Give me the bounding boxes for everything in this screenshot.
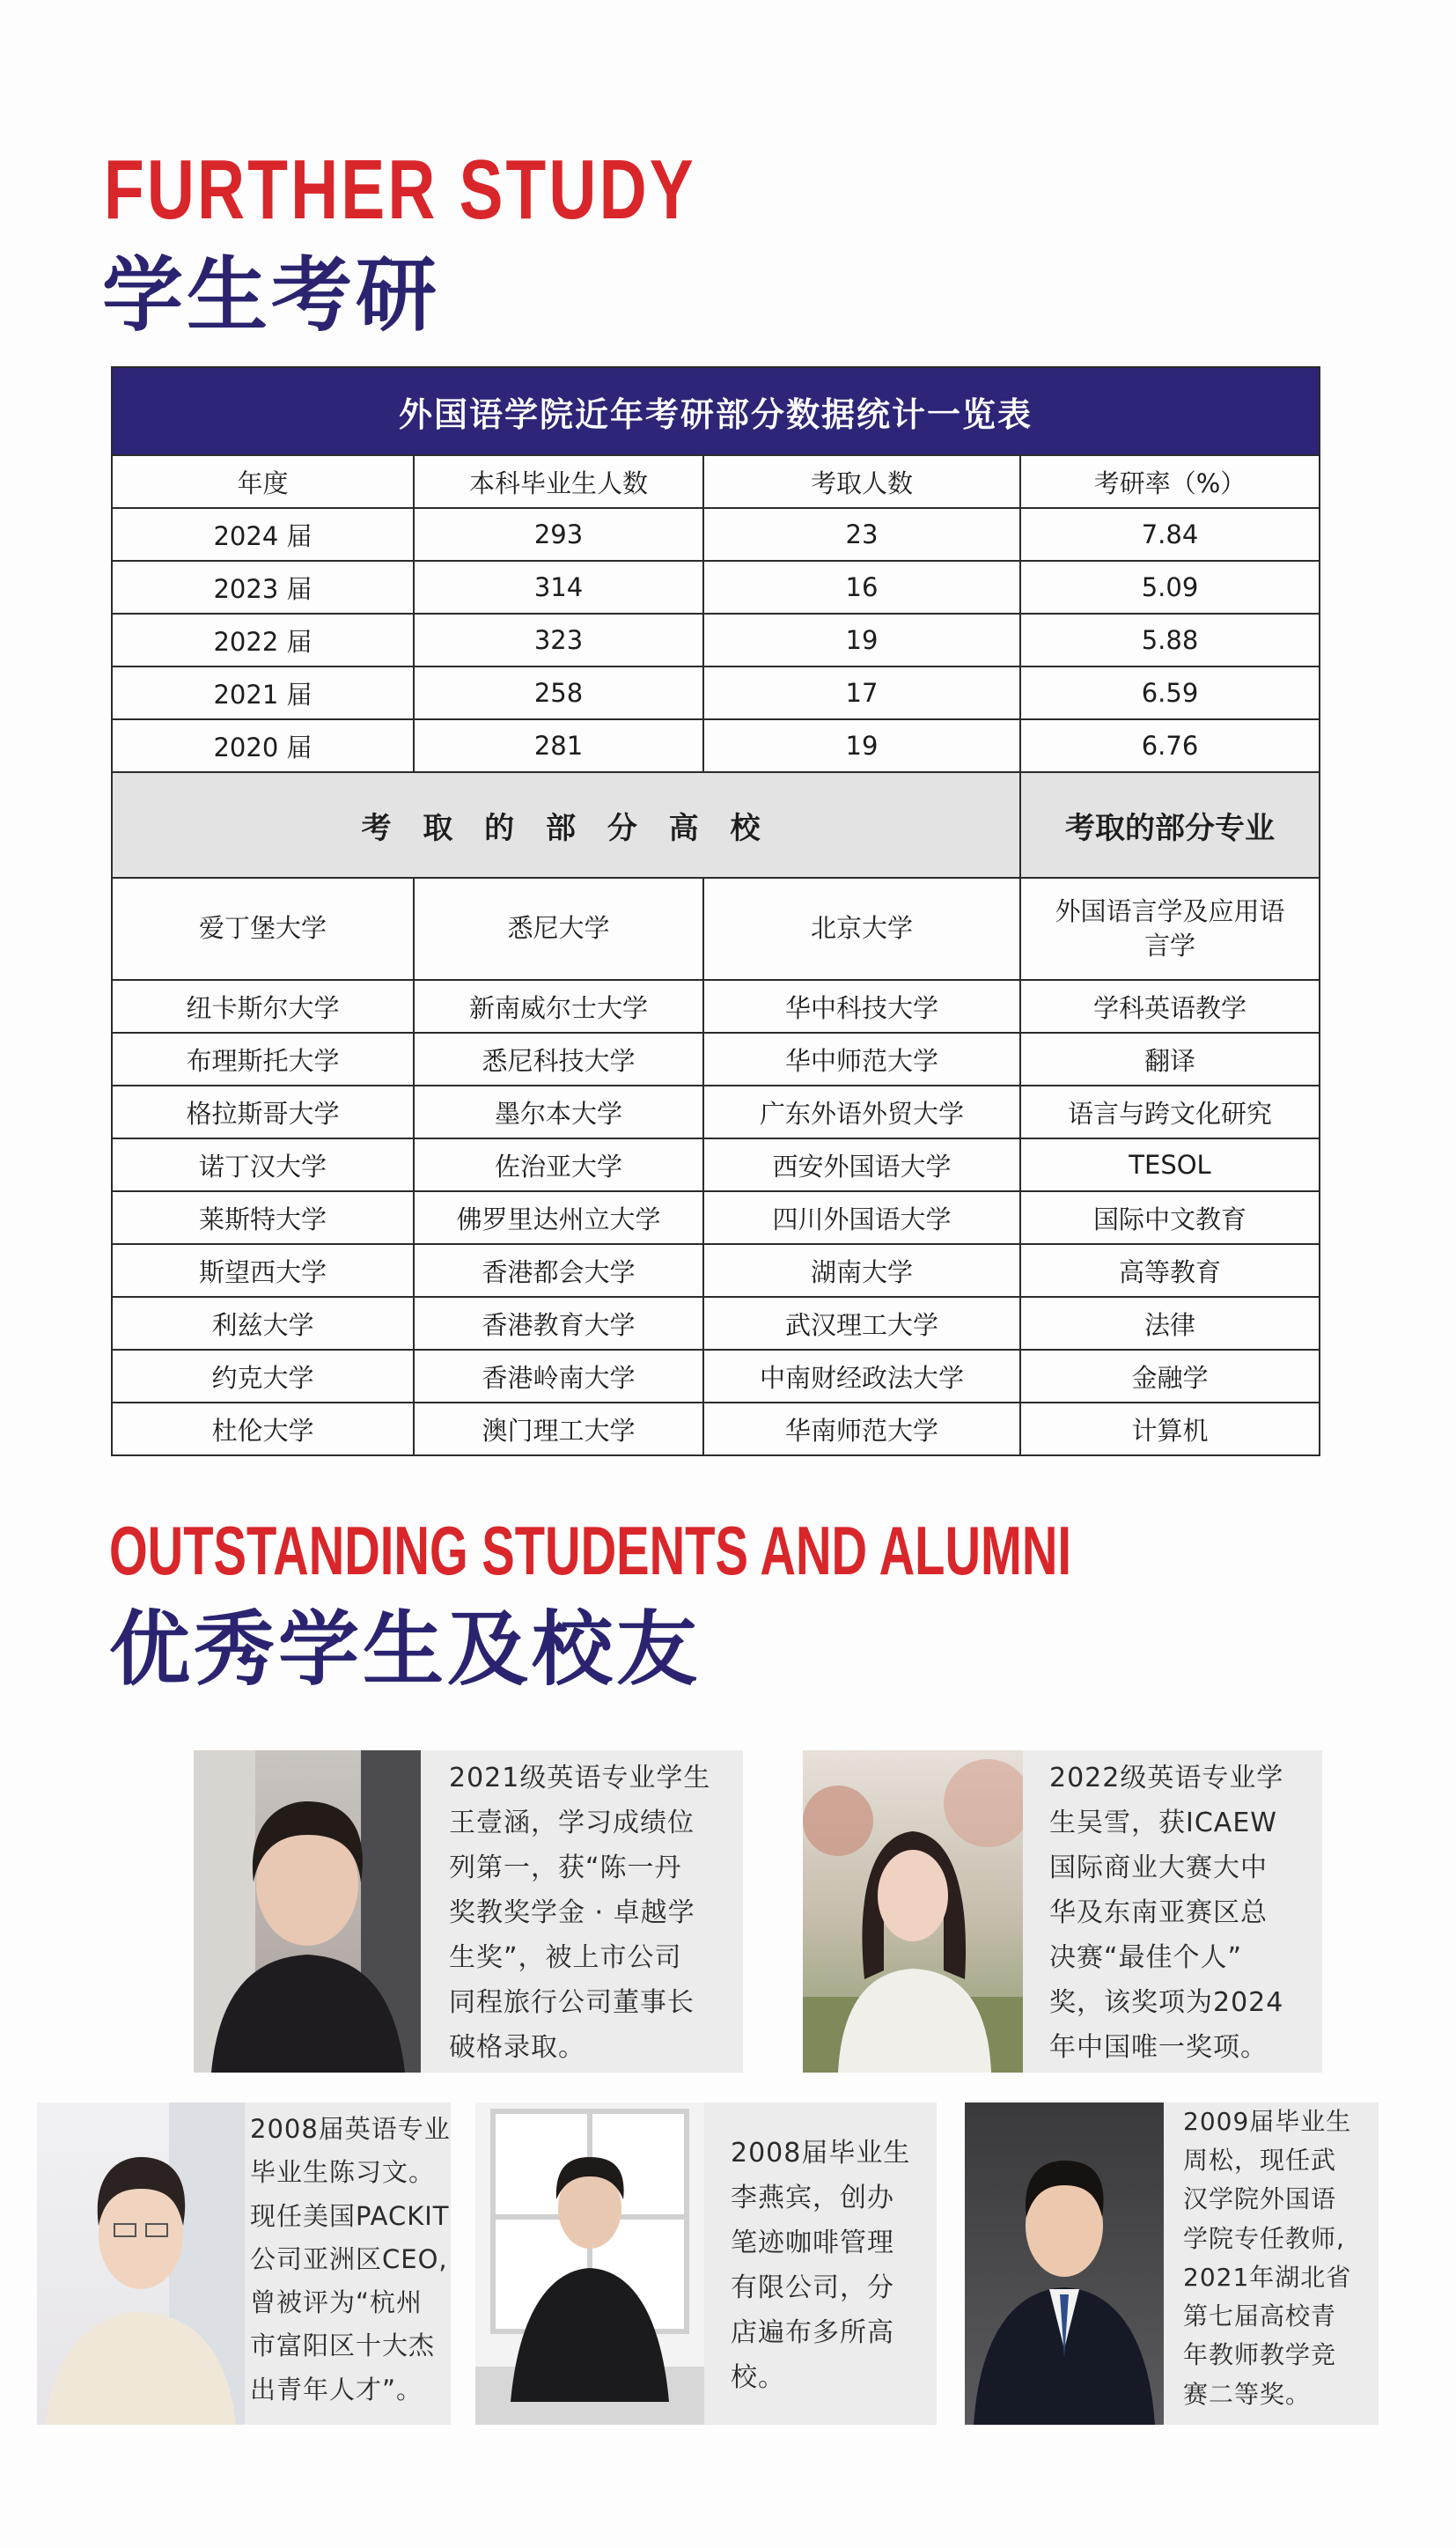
profile-line: 周松，现任武 [1183,2146,1337,2176]
table-row [112,878,1320,980]
table-cell: 高等教育 [1020,1244,1320,1297]
table-cell: 武汉理工大学 [703,1297,1020,1350]
table-cell: 323 [414,614,703,666]
column-header: 年度 [112,455,414,508]
table-cell: 杜伦大学 [112,1403,414,1455]
profile-line: 市富阳区十大杰 [250,2331,436,2361]
profile-line: 2009届毕业生 [1183,2107,1352,2136]
profile-text [449,1756,710,2070]
profile-line: 出青年人才”。 [250,2374,423,2404]
profile-line: 公司亚洲区CEO, [250,2243,448,2274]
profile-line: 有限公司，分 [731,2272,894,2303]
profile-line: 2008届毕业生 [731,2138,911,2169]
profile-text [731,2131,910,2400]
alumni-title-en: OUTSTANDING STUDENTS AND ALUMNI [109,1512,1071,1589]
table-cell: 281 [414,719,703,772]
table-cell: 诺丁汉大学 [112,1138,414,1191]
table-cell: 计算机 [1020,1403,1320,1455]
profile-line: 学院专任教师, [1183,2223,1345,2253]
table-cell: 翻译 [1020,1033,1320,1086]
table-cell: 广东外语外贸大学 [703,1086,1020,1138]
profile-line: 同程旅行公司董事长 [449,1987,695,2018]
profile-line: 2022级英语专业学 [1049,1763,1284,1793]
table-cell: 香港都会大学 [414,1244,703,1297]
profile-line: 毕业生陈习文。 [250,2157,436,2188]
column-header: 本科毕业生人数 [414,455,703,508]
profile-line: 生奖”，被上市公司 [449,1942,682,1973]
alumni-photo [965,2102,1164,2425]
profile-line: 决赛“最佳个人” [1049,1942,1243,1973]
table-row [112,614,1320,666]
table-cell: 华中师范大学 [703,1033,1020,1086]
profile-line: 年教师教学竞 [1183,2340,1337,2370]
table-row [112,719,1320,772]
profile-line: 华及东南亚赛区总 [1049,1897,1268,1928]
table-cell: 澳门理工大学 [414,1403,703,1455]
table-cell: 学科英语教学 [1020,980,1320,1033]
table-row [112,1350,1320,1403]
table-cell: 金融学 [1020,1350,1320,1403]
profile-line: 国际商业大赛大中 [1049,1852,1268,1883]
column-header: 考研率（%） [1020,455,1320,508]
profile-line: 奖教奖学金 · 卓越学 [449,1897,695,1928]
profile-text [250,2108,451,2412]
table-cell: 湖南大学 [703,1244,1020,1297]
profile-text [1049,1756,1283,2070]
profile-line: 笔迹咖啡管理 [731,2228,894,2258]
table-cell: 2021 届 [112,666,414,719]
table-cell: 纽卡斯尔大学 [112,980,414,1033]
profile-line: 李燕宾，创办 [731,2183,894,2213]
table-cell: 利兹大学 [112,1297,414,1350]
table-cell: 19 [703,719,1020,772]
profile-line: 店遍布多所高 [731,2317,894,2348]
alumni-photo [37,2102,245,2425]
profile-line: 2008届英语专业 [250,2114,451,2144]
table-cell: TESOL [1020,1138,1320,1191]
table-row [112,561,1320,614]
table-cell: 16 [703,561,1020,614]
table-cell: 墨尔本大学 [414,1086,703,1138]
table-cell: 中南财经政法大学 [703,1350,1020,1403]
table-cell: 293 [414,508,703,561]
table-cell: 悉尼大学 [414,878,703,980]
table-row [112,1191,1320,1244]
profile-line: 校。 [731,2362,785,2393]
further-study-title-en: FURTHER STUDY [104,143,696,237]
table-cell: 西安外国语大学 [703,1138,1020,1191]
table-cell: 7.84 [1020,508,1320,561]
table-cell: 2022 届 [112,614,414,666]
table-cell: 格拉斯哥大学 [112,1086,414,1138]
table-cell: 爱丁堡大学 [112,878,414,980]
table-cell: 语言与跨文化研究 [1020,1086,1320,1138]
profile-line: 第七届高校青 [1183,2301,1337,2331]
profile-line: 年中国唯一奖项。 [1049,2032,1268,2063]
table-cell: 北京大学 [703,878,1020,980]
table-cell: 国际中文教育 [1020,1191,1320,1244]
table-row [112,1297,1320,1350]
table-cell: 佐治亚大学 [414,1138,703,1191]
table-cell: 莱斯特大学 [112,1191,414,1244]
table-cell: 2023 届 [112,561,414,614]
table-row [112,1086,1320,1138]
table-cell: 258 [414,666,703,719]
table-cell: 17 [703,666,1020,719]
table-row [112,980,1320,1033]
table-cell: 法律 [1020,1297,1320,1350]
profile-line: 破格录取。 [449,2032,585,2063]
majors-section-label: 考取的部分专业 [1020,772,1320,878]
student-photo [194,1750,421,2073]
alumni-photo [475,2102,704,2425]
schools-section-label: 考 取 的 部 分 高 校 [112,772,1020,878]
table-header-row [112,455,1320,508]
table-cell: 2020 届 [112,719,414,772]
profile-line: 生吴雪，获ICAEW [1049,1808,1277,1838]
table-cell: 佛罗里达州立大学 [414,1191,703,1244]
table-cell: 新南威尔士大学 [414,980,703,1033]
table-cell: 约克大学 [112,1350,414,1403]
profile-line: 列第一，获“陈一丹 [449,1852,682,1883]
table-cell: 23 [703,508,1020,561]
table-row [112,1403,1320,1455]
profile-card [475,2102,937,2425]
table-cell: 布理斯托大学 [112,1033,414,1086]
profile-line: 曾被评为“杭州 [250,2287,423,2318]
further-study-title-cn: 学生考研 [102,248,441,342]
alumni-title-cn: 优秀学生及校友 [109,1602,702,1697]
graduate-study-table [111,366,1320,1456]
profile-line: 赛二等奖。 [1183,2379,1312,2409]
table-row [112,508,1320,561]
profile-line: 2021级英语专业学生 [449,1763,711,1793]
table-cell: 6.59 [1020,666,1320,719]
column-header: 考取人数 [703,455,1020,508]
profile-line: 汉学院外国语 [1183,2184,1337,2214]
student-photo [803,1750,1023,2073]
profile-line: 王壹涵，学习成绩位 [449,1808,695,1838]
table-row [112,1033,1320,1086]
table-cell: 2024 届 [112,508,414,561]
table-cell: 四川外国语大学 [703,1191,1020,1244]
profile-card [965,2102,1379,2425]
profile-card [37,2102,451,2425]
table-cell: 5.09 [1020,561,1320,614]
table-cell: 19 [703,614,1020,666]
table-section-header [112,772,1320,878]
table-cell: 华中科技大学 [703,980,1020,1033]
table-row [112,1244,1320,1297]
table-cell: 外国语言学及应用语言学 [1020,878,1320,980]
table-cell: 6.76 [1020,719,1320,772]
table-cell: 314 [414,561,703,614]
profile-line: 2021年湖北省 [1183,2262,1352,2292]
table-caption: 外国语学院近年考研部分数据统计一览表 [112,367,1320,455]
profile-text [1183,2102,1351,2414]
profile-line: 现任美国PACKIT [250,2200,450,2231]
table-row [112,1138,1320,1191]
profile-line: 奖，该奖项为2024 [1049,1987,1284,2018]
table-cell: 香港教育大学 [414,1297,703,1350]
table-cell: 华南师范大学 [703,1403,1020,1455]
table-cell: 5.88 [1020,614,1320,666]
table-cell: 悉尼科技大学 [414,1033,703,1086]
table-cell: 香港岭南大学 [414,1350,703,1403]
profile-card [803,1750,1322,2073]
table-row [112,666,1320,719]
table-cell: 斯望西大学 [112,1244,414,1297]
profile-card [194,1750,743,2073]
